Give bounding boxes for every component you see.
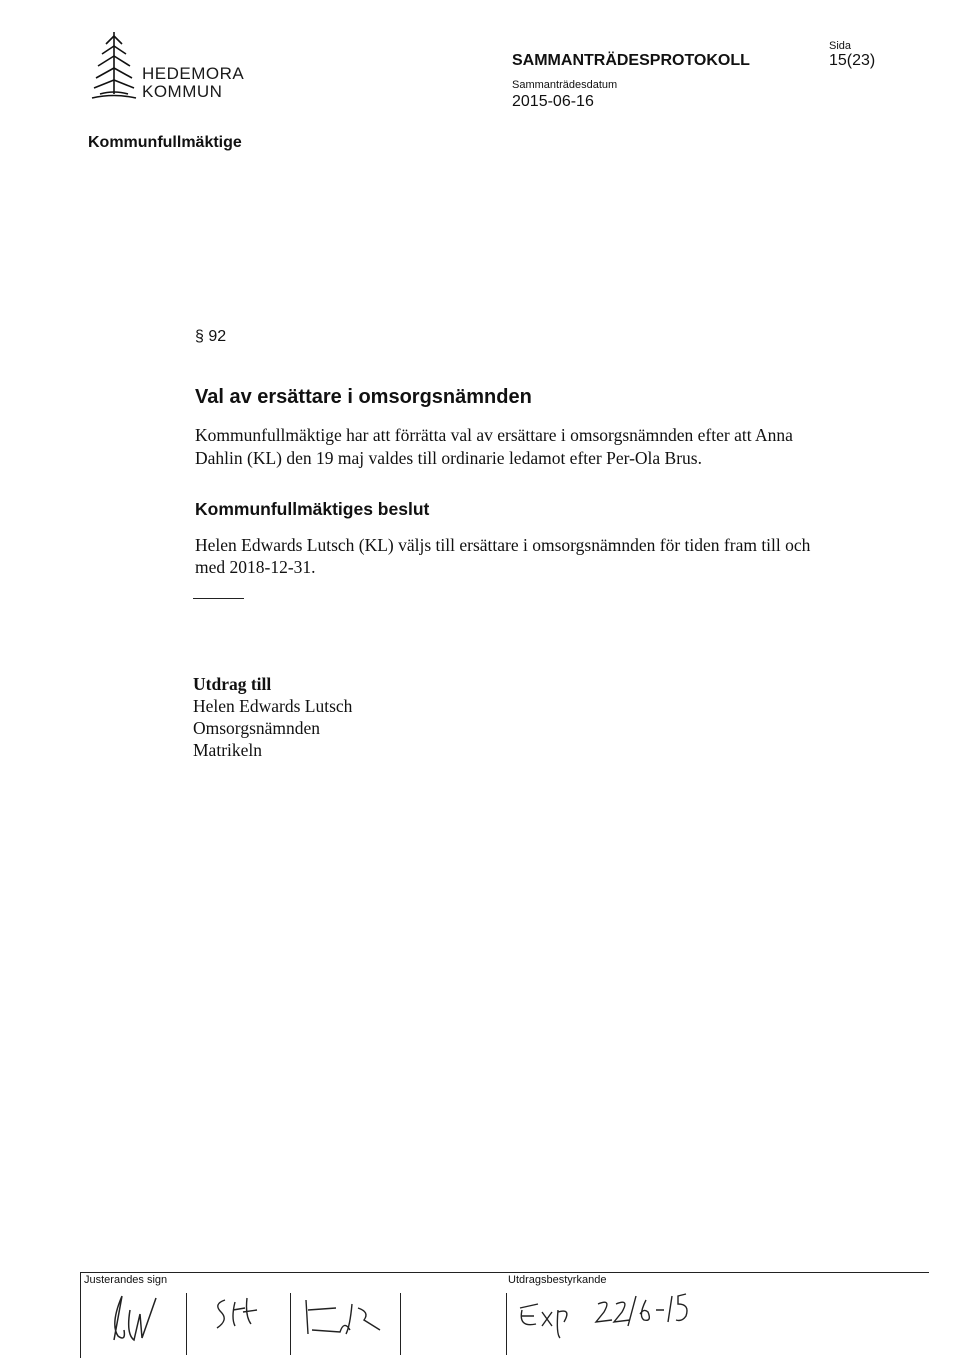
- page-label: Sida: [829, 40, 852, 52]
- paragraph-line: Kommunfullmäktige har att förrätta val av ersättare i omsorgsnämnden efter att Anna: [195, 425, 793, 445]
- section-paragraph: [195, 424, 895, 470]
- logo-text-line2: KOMMUN: [142, 82, 223, 101]
- handwritten-signature-1: [96, 1290, 166, 1355]
- extract-recipient: Matrikeln: [193, 740, 263, 760]
- decision-paragraph: [195, 534, 915, 578]
- divider: [193, 598, 244, 599]
- paragraph-line: Helen Edwards Lutsch (KL) väljs till ersättare i omsorgsnämnden för tiden fram till och: [195, 535, 811, 555]
- organ-name: Kommunfullmäktige: [88, 134, 242, 151]
- logo-text-line1: HEDEMORA: [142, 64, 245, 83]
- meeting-date: 2015-06-16: [512, 93, 594, 110]
- section-number: § 92: [195, 328, 227, 345]
- handwritten-signature-3: [300, 1290, 390, 1345]
- tree-logo-icon: [88, 30, 140, 102]
- signature-separator: [186, 1293, 187, 1355]
- page-number: 15(23): [829, 52, 876, 69]
- signature-separator: [506, 1293, 507, 1355]
- certification-label: Utdragsbestyrkande: [508, 1274, 607, 1286]
- document-title: SAMMANTRÄDESPROTOKOLL: [512, 52, 750, 69]
- footer-divider: [81, 1272, 929, 1273]
- extract-recipient: Omsorgsnämnden: [193, 718, 321, 738]
- meeting-date-label: Sammanträdesdatum: [512, 79, 618, 91]
- extract-recipient: Helen Edwards Lutsch: [193, 696, 353, 716]
- decision-heading: Kommunfullmäktiges beslut: [195, 499, 430, 519]
- section-heading: Val av ersättare i omsorgsnämnden: [195, 386, 532, 408]
- signature-separator: [290, 1293, 291, 1355]
- footer-left-border: [80, 1272, 81, 1358]
- paragraph-line: med 2018-12-31.: [195, 557, 316, 577]
- paragraph-line: Dahlin (KL) den 19 maj valdes till ordinarie ledamot efter Per-Ola Brus.: [195, 448, 702, 468]
- municipality-logo: [88, 30, 248, 102]
- handwritten-certification: [516, 1282, 696, 1347]
- extract-list: [193, 673, 352, 761]
- extract-title: Utdrag till: [193, 674, 272, 694]
- handwritten-signature-2: [205, 1290, 275, 1345]
- signature-separator: [400, 1293, 401, 1355]
- justering-signature-label: Justerandes sign: [84, 1274, 168, 1286]
